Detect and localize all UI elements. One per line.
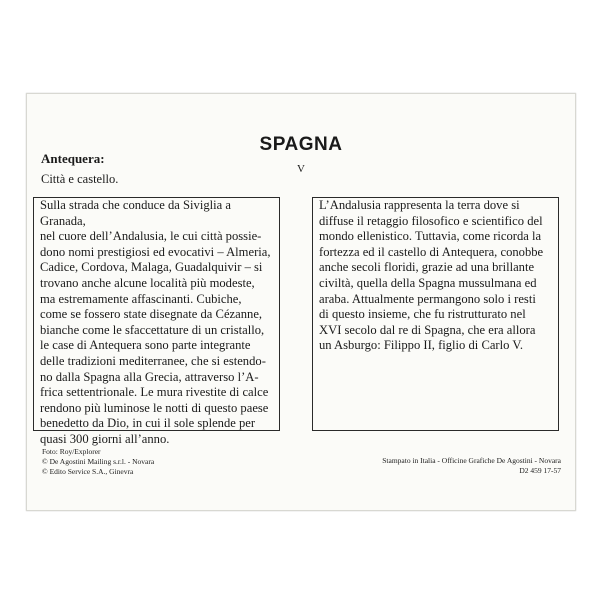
copyright-line-1: © De Agostini Mailing s.r.l. - Novara bbox=[42, 457, 155, 466]
product-code: D2 459 17-57 bbox=[519, 466, 561, 475]
photo-credit: Foto: Roy/Explorer bbox=[42, 447, 101, 456]
left-paragraph: Sulla strada che conduce da Siviglia a Granada, nel cuore dell’Andalusia, le cui città possie- dono nomi prestigiosi ed evocativi – Almeria, Cadice, Cordova, Malaga, Guadalquivir – si trovano anche alcune località più modeste, ma estremamente affascinanti. Cubiche, come se fossero state disegnate da Cézanne, bianche come le sfaccettature di un cristallo, le case di Antequera sono parte integrante delle tradizioni mediterranee, che si estendo- no dalla Spagna alla Grecia, attraverso l’A- frica settentrionale. Le mura rivestite di calce rendono più luminose le notti di questo paese benedetto da Dio, in cui il sole splende per quasi 300 giorni all’anno. bbox=[40, 198, 271, 446]
right-paragraph: L’Andalusia rappresenta la terra dove si diffuse il retaggio filosofico e scientifico del mondo ellenistico. Tuttavia, come ricorda la fortezza ed il castello di Antequera, conobbe anche secoli floridi, grazie ad una brillante civiltà, quella della Spagna mussulmana ed araba. Attualmente permangono solo i resti di questo insieme, che fu ristrutturato nel XVI secolo dal re di Spagna, che era allora un Asburgo: Filippo II, figlio di Carlo V. bbox=[319, 198, 544, 353]
info-card bbox=[26, 93, 576, 511]
card-number: V bbox=[297, 163, 305, 175]
place-title: Antequera: bbox=[41, 151, 105, 166]
copyright-line-2: © Edito Service S.A., Ginevra bbox=[42, 467, 134, 476]
country-heading: SPAGNA bbox=[259, 134, 343, 155]
left-text-box bbox=[33, 197, 280, 446]
right-text-box bbox=[312, 197, 559, 431]
place-subtitle: Città e castello. bbox=[41, 172, 119, 186]
printer-info bbox=[382, 456, 561, 476]
credits bbox=[42, 447, 154, 477]
printer-line: Stampato in Italia - Officine Grafiche De Agostini - Novara bbox=[382, 456, 561, 465]
